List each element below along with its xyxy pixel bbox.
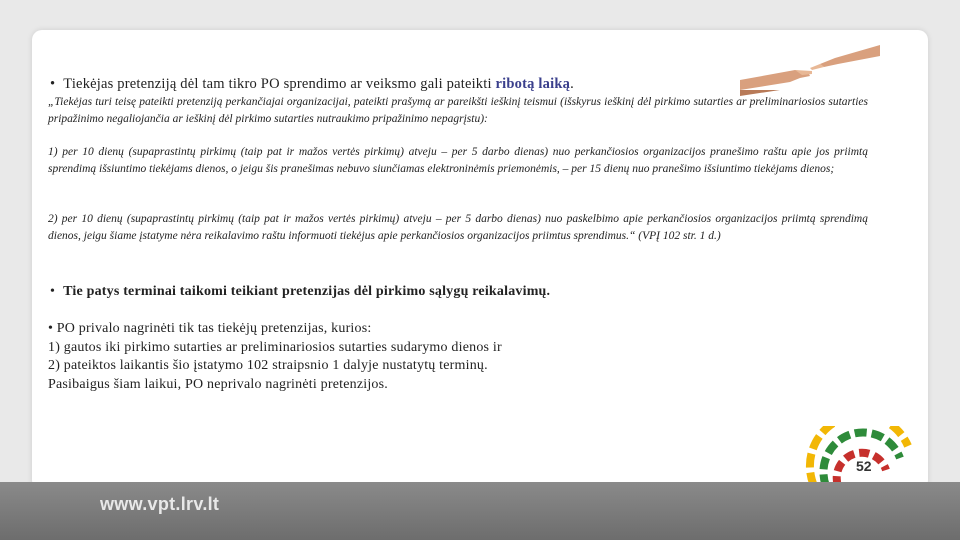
bullet-marker: •: [50, 284, 56, 299]
quote-paragraph-3: 2) per 10 dienų (supaprastintų pirkimų (taip pat ir mažos vertės pirkimų) atveju – per 5 darbo dienas) nuo paskelbimo apie perkančiosios organizacijos priimtą sprendimą dienos, jeigu šiame įstatyme nėra reikalavimo raštu informuoti tiekėjus apie perkančiosios organizacijos priimtus sprendimus.“ (VPĮ 102 str. 1 d.): [48, 213, 868, 242]
list-item: 2) pateiktos laikantis šio įstatymo 102 straipsnio 1 dalyje nustatytų terminų.: [48, 358, 488, 373]
pointing-hands-icon: [740, 40, 880, 100]
bullet-same-terms: [50, 284, 550, 300]
bullet-text: Tie patys terminai taikomi teikiant pretenzijas dėl pirkimo sąlygų reikalavimų.: [63, 284, 551, 299]
footer-url-link[interactable]: www.vpt.lrv.lt: [100, 494, 220, 514]
quote-paragraph-1: „Tiekėjas turi teisę pateikti pretenziją perkančiajai organizacijai, pateikti prašymą ar pareikšti ieškinį teismui (išskyrus ieškinį dėl pirkimo sutarties ar preliminariosios sutarties pripažinimo negaliojančia ar ieškinį dėl pirkimo sutarties nutraukimo pripažinimo nepagrįstu):: [48, 96, 868, 125]
bullet-text: Tiekėjas pretenziją dėl tam tikro PO sprendimo ar veiksmo gali pateikti: [63, 76, 496, 92]
footer-bar: [0, 482, 960, 540]
list-item: Pasibaigus šiam laikui, PO neprivalo nagrinėti pretenzijos.: [48, 376, 388, 392]
emphasis-text: ribotą laiką: [495, 76, 571, 92]
list-item: • PO privalo nagrinėti tik tas tiekėjų pretenzijas, kurios:: [48, 321, 372, 336]
bullet-time-limit: • Tiekėjas pretenziją dėl tam tikro PO sprendimo ar veiksmo gali pateikti ribotą laiką.: [50, 76, 574, 92]
page-number: 52: [856, 458, 872, 474]
conditions-list: [48, 320, 502, 394]
bullet-marker: •: [50, 76, 56, 92]
list-item: 1) gautos iki pirkimo sutarties ar preliminariosios sutarties sudarymo dienos ir: [48, 339, 502, 355]
lithuanian-flag-arcs-logo: [800, 426, 915, 486]
quote-paragraph-2: 1) per 10 dienų (supaprastintų pirkimų (taip pat ir mažos vertės pirkimų) atveju – per 5 darbo dienas) nuo perkančiosios organizacijos pranešimo raštu apie jos priimtą sprendimą išsiuntimo tiekėjams dienos, o jeigu šis pranešimas nebuvo siunčiamas elektroninėmis priemonėmis, – per 15 dienų nuo pranešimo išsiuntimo tiekėjams dienos;: [48, 146, 868, 175]
